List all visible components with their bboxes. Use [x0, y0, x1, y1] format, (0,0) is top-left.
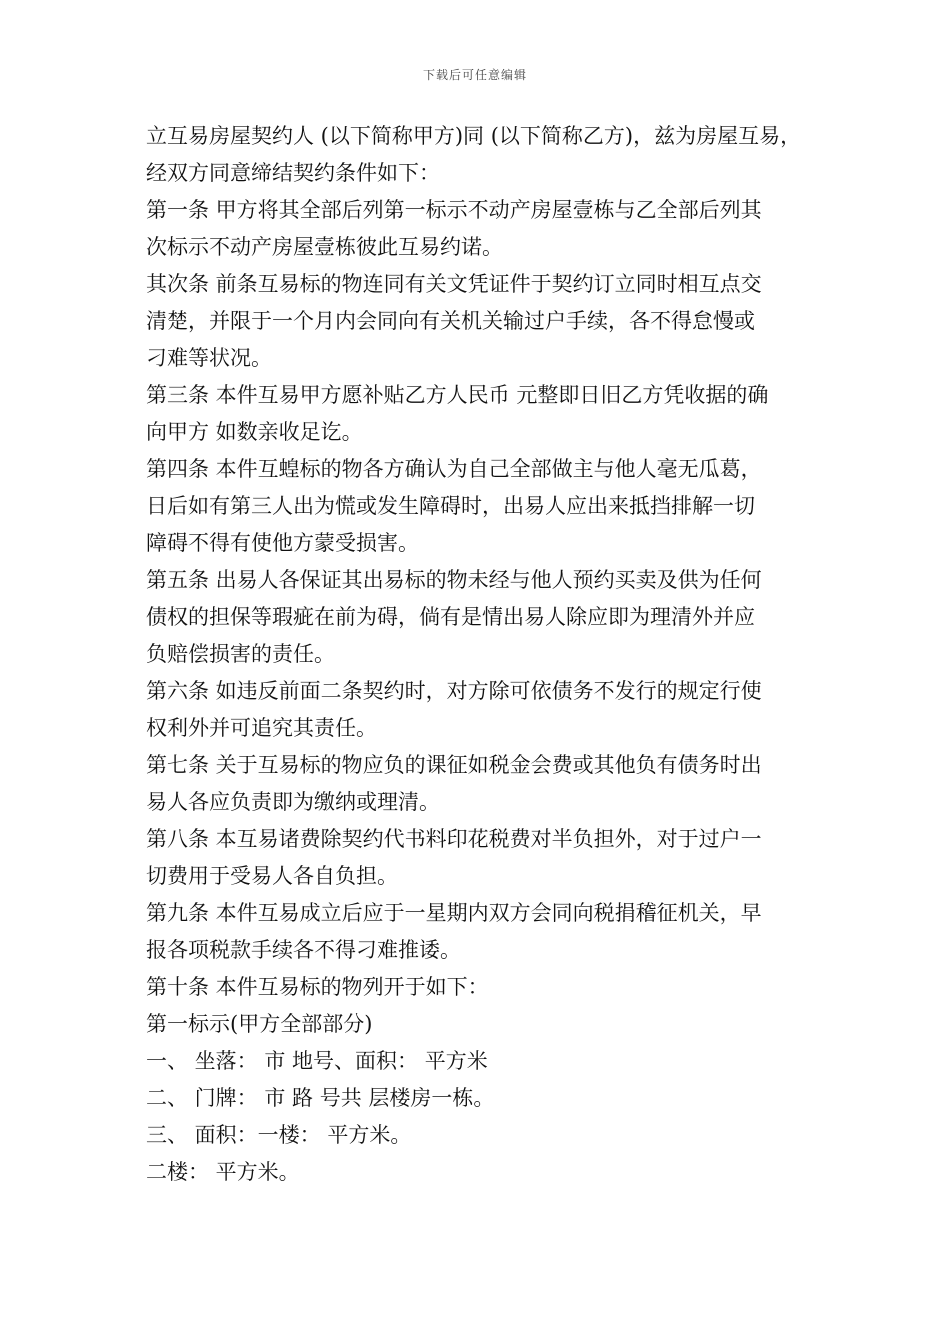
text-line: 经双方同意缔结契约条件如下： [146, 161, 440, 185]
text-line: 障碍不得有使他方蒙受损害。 [146, 531, 419, 555]
header-note: 下载后可任意编辑 [422, 68, 527, 82]
text-line: 易人各应负责即为缴纳或理清。 [146, 790, 440, 814]
text-line: 其次条 前条互易标的物连同有关文凭证件于契约订立同时相互点交 [146, 272, 762, 296]
text-line: 一、 坐落： 市 地号、面积： 平方米 [146, 1049, 488, 1073]
text-line: 第一条 甲方将其全部后列第一标示不动产房屋壹栋与乙全部后列其 [146, 198, 762, 222]
text-line: 负赔偿损害的责任。 [146, 642, 335, 666]
text-line: 二楼： 平方米。 [146, 1160, 300, 1184]
text-line: 第三条 本件互易甲方愿补贴乙方人民币 元整即日旧乙方凭收据的确 [146, 383, 769, 407]
text-line: 切费用于受易人各自负担。 [146, 864, 398, 888]
text-line: 三、 面积：一楼： 平方米。 [146, 1123, 412, 1147]
text-line: 清楚，并限于一个月内会同向有关机关输过户手续，各不得怠慢或 [146, 309, 755, 333]
document-body [146, 118, 846, 1191]
text-line: 报各项税款手续各不得刁难推诿。 [146, 938, 461, 962]
text-line: 刁难等状况。 [146, 346, 272, 370]
text-line: 向甲方 如数亲收足讫。 [146, 420, 363, 444]
text-line: 第六条 如违反前面二条契约时，对方除可依债务不发行的规定行使 [146, 679, 762, 703]
text-line: 权利外并可追究其责任。 [146, 716, 377, 740]
text-line: 次标示不动产房屋壹栋彼此互易约诺。 [146, 235, 503, 259]
text-line: 第九条 本件互易成立后应于一星期内双方会同向税捐稽征机关，早 [146, 901, 762, 925]
text-line: 第七条 关于互易标的物应负的课征如税金会费或其他负有债务时出 [146, 753, 762, 777]
text-line: 第四条 本件互蝗标的物各方确认为自己全部做主与他人毫无瓜葛， [146, 457, 762, 481]
text-line: 立互易房屋契约人 (以下简称甲方)同 (以下简称乙方)，兹为房屋互易， [146, 124, 802, 148]
text-line: 债权的担保等瑕疵在前为碍，倘有是情出易人除应即为理清外并应 [146, 605, 755, 629]
text-line: 日后如有第三人出为慌或发生障碍时，出易人应出来抵挡排解一切 [146, 494, 755, 518]
text-line: 第五条 出易人各保证其出易标的物未经与他人预约买卖及供为任何 [146, 568, 762, 592]
text-line: 第一标示(甲方全部部分) [146, 1012, 373, 1036]
text-line: 第八条 本互易诸费除契约代书料印花税费对半负担外，对于过户一 [146, 827, 762, 851]
text-line: 二、 门牌： 市 路 号共 层楼房一栋。 [146, 1086, 495, 1110]
text-line: 第十条 本件互易标的物列开于如下： [146, 975, 489, 999]
